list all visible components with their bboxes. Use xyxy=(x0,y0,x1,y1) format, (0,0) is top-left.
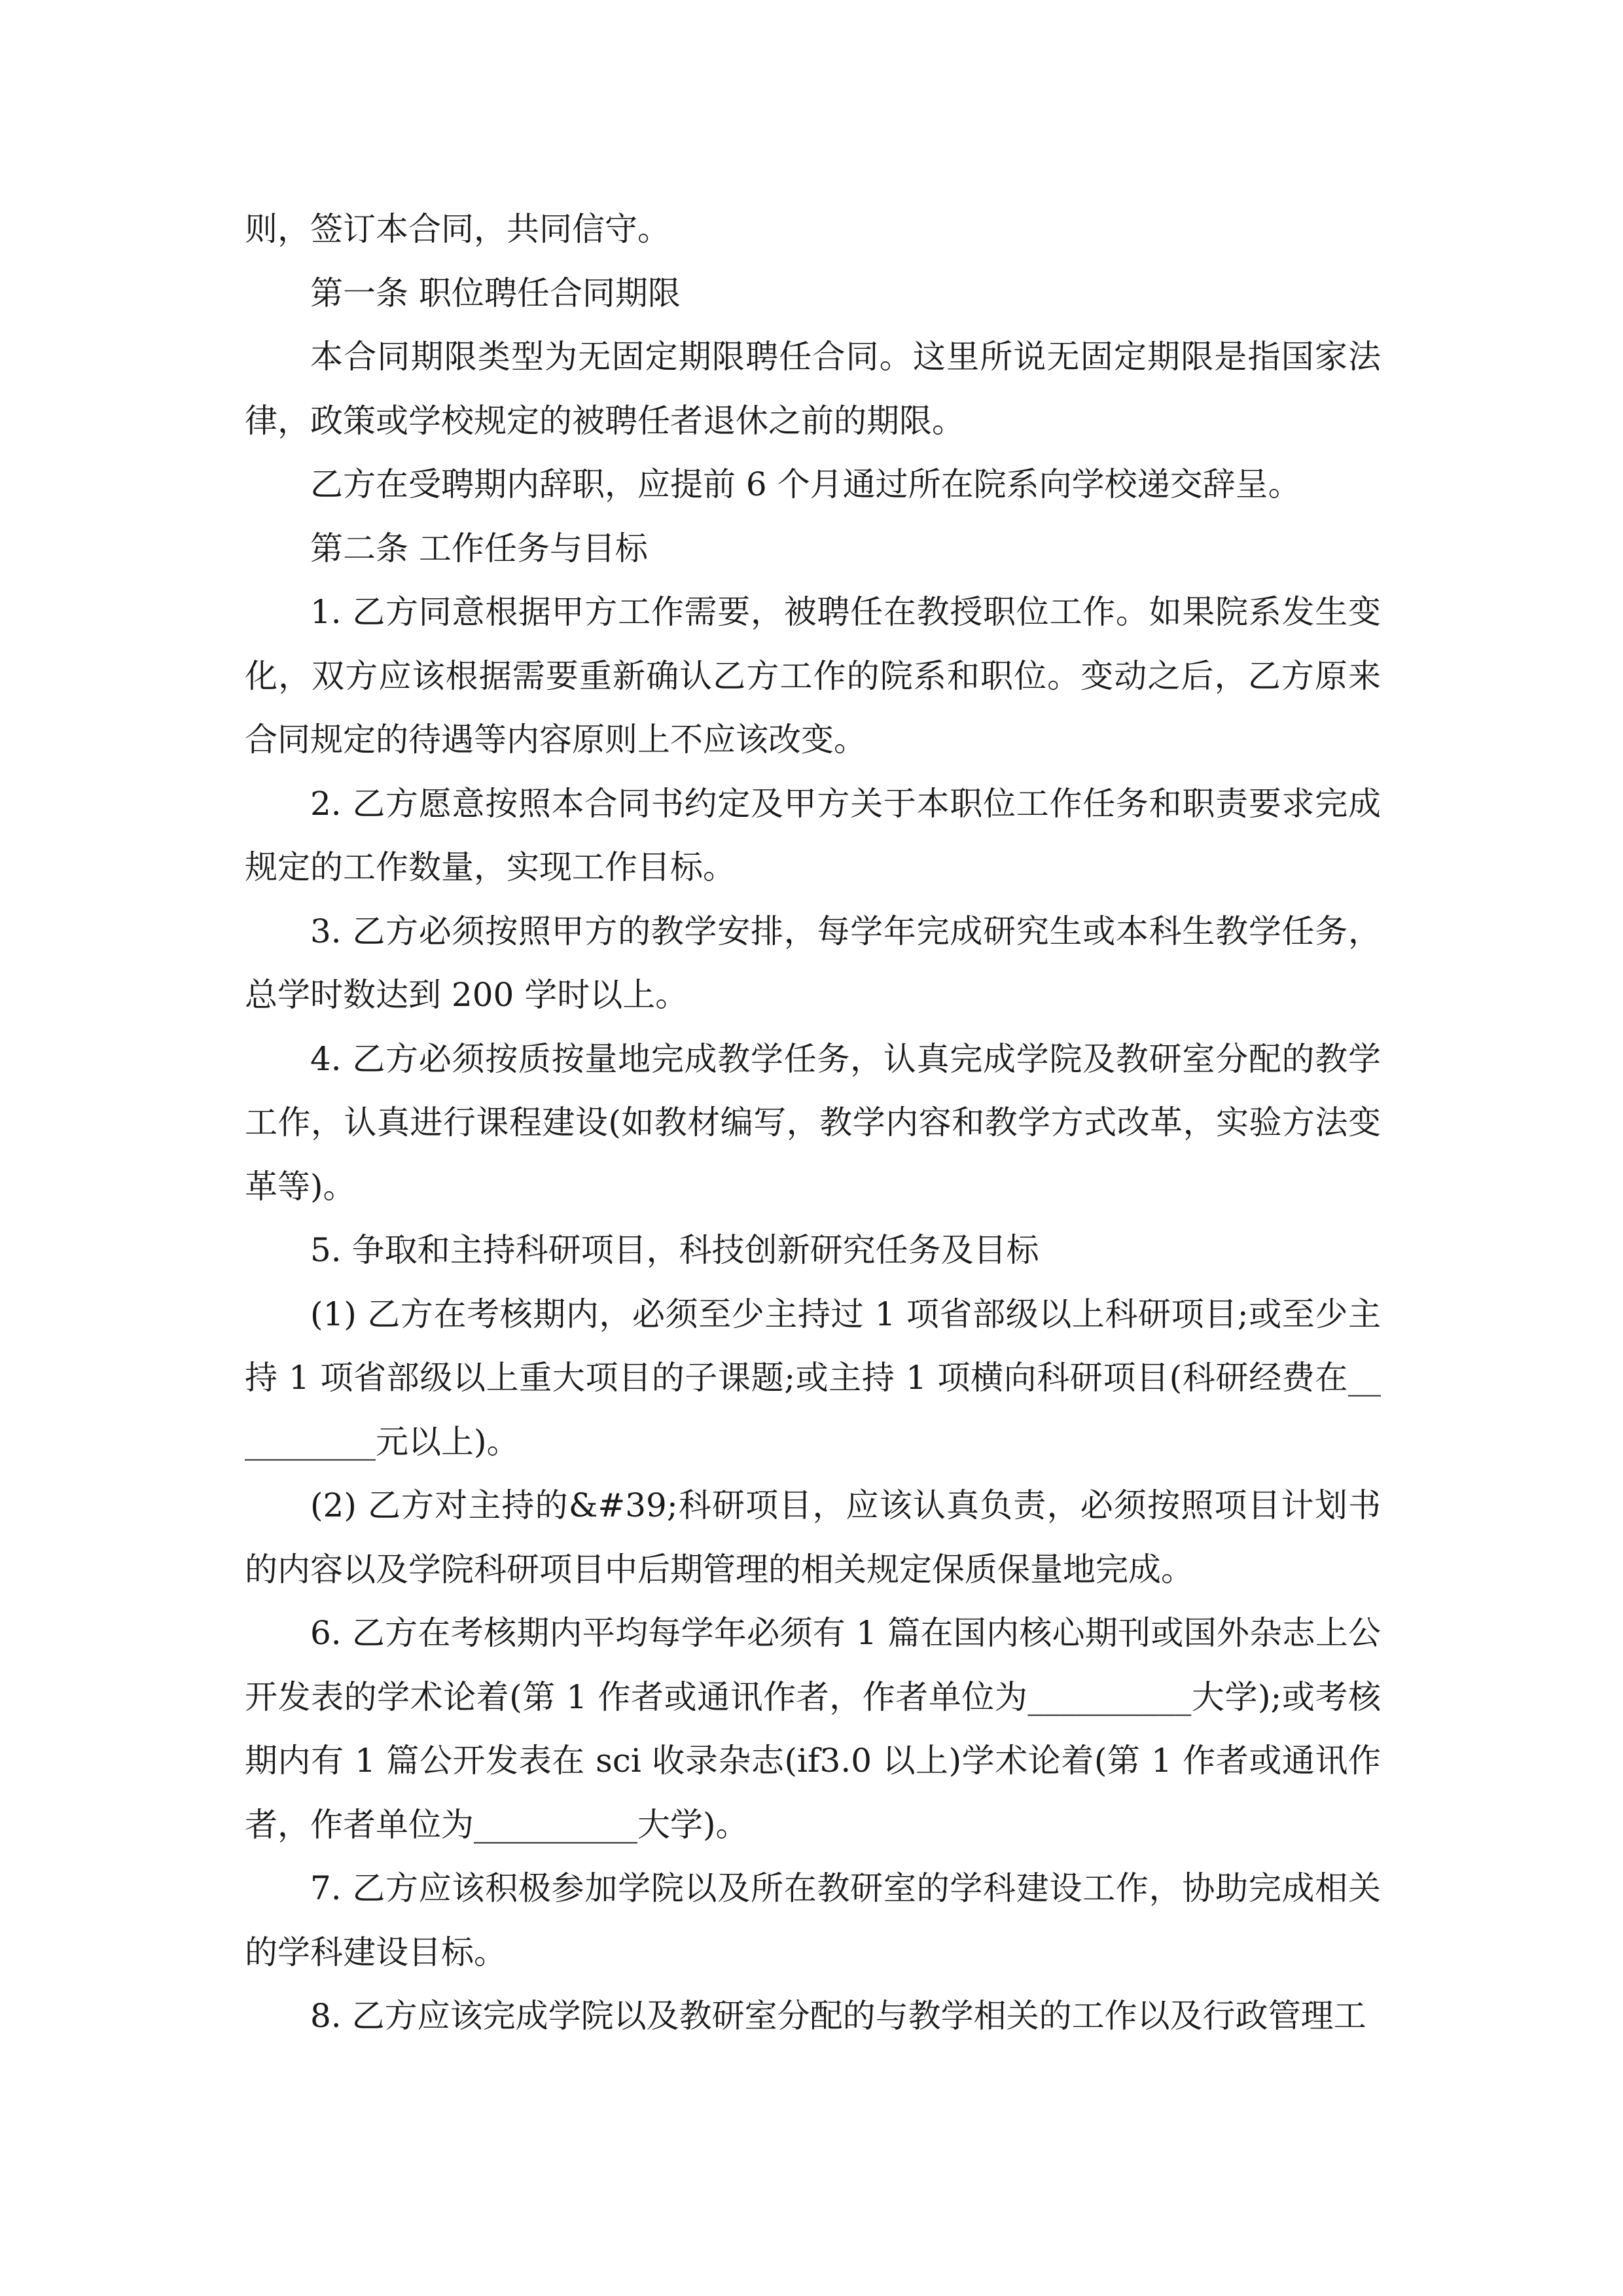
paragraph: 8. 乙方应该完成学院以及教研室分配的与教学相关的工作以及行政管理工 xyxy=(310,1997,1366,2035)
document-body xyxy=(245,198,1381,2049)
paragraph: 4. 乙方必须按质按量地完成教学任务，认真完成学院及教研室分配的教学工作，认真进行课程建设(如教材编写，教学内容和教学方式改革，实验方法变革等)。 xyxy=(245,1039,1381,1206)
paragraph: (2) 乙方对主持的&#39;科研项目，应该认真负责，必须按照项目计划书的内容以及学院科研项目中后期管理的相关规定保质保量地完成。 xyxy=(245,1486,1381,1588)
paragraph: (1) 乙方在考核期内，必须至少主持过 1 项省部级以上科研项目;或至少主持 1 项省部级以上重大项目的子课题;或主持 1 项横向科研项目(科研经费在__________元以上)。 xyxy=(245,1295,1381,1461)
paragraph: 2. 乙方愿意按照本合同书约定及甲方关于本职位工作任务和职责要求完成规定的工作数量，实现工作目标。 xyxy=(245,784,1381,886)
paragraph: 则，签订本合同，共同信守。 xyxy=(245,210,670,248)
paragraph: 5. 争取和主持科研项目，科技创新研究任务及目标 xyxy=(310,1231,1039,1269)
article-heading: 第一条 职位聘任合同期限 xyxy=(310,274,681,312)
paragraph: 1. 乙方同意根据甲方工作需要，被聘任在教授职位工作。如果院系发生变化，双方应该根据需要重新确认乙方工作的院系和职位。变动之后，乙方原来合同规定的待遇等内容原则上不应该改变。 xyxy=(245,593,1381,759)
paragraph: 6. 乙方在考核期内平均每学年必须有 1 篇在国内核心期刊或国外杂志上公开发表的学术论着(第 1 作者或通讯作者，作者单位为__________大学);或考核期内有 1 篇公开发表在 sci 收录杂志(if3.0 以上)学术论着(第 1 作者或通讯作者，作者单位为__________大学)。 xyxy=(245,1614,1381,1844)
paragraph: 7. 乙方应该积极参加学院以及所在教研室的学科建设工作，协助完成相关的学科建设目标。 xyxy=(245,1869,1381,1971)
article-heading: 第二条 工作任务与目标 xyxy=(310,529,648,567)
paragraph: 本合同期限类型为无固定期限聘任合同。这里所说无固定期限是指国家法律，政策或学校规定的被聘任者退休之前的期限。 xyxy=(245,338,1381,440)
paragraph: 3. 乙方必须按照甲方的教学安排，每学年完成研究生或本科生教学任务，总学时数达到 200 学时以上。 xyxy=(245,912,1381,1014)
paragraph: 乙方在受聘期内辞职，应提前 6 个月通过所在院系向学校递交辞呈。 xyxy=(310,465,1301,503)
